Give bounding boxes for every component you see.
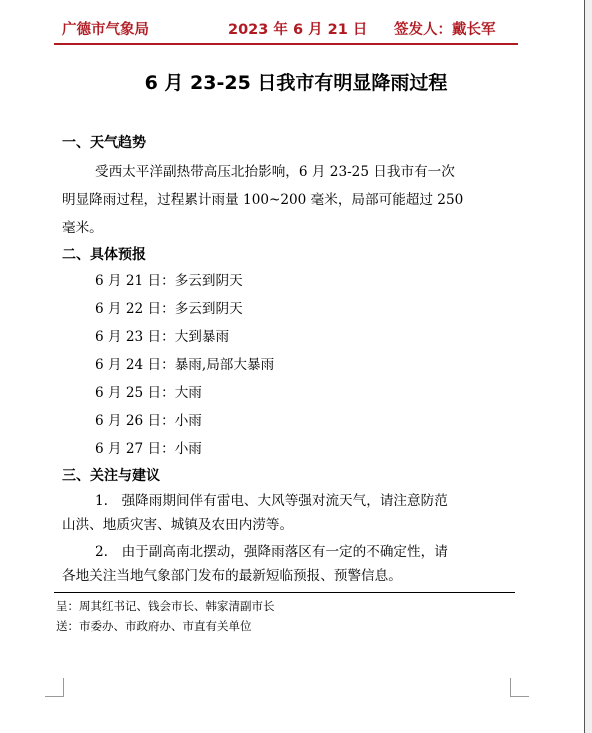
issue-date: 2023 年 6 月 21 日: [228, 22, 368, 38]
footer-rule: [54, 592, 515, 593]
trend-paragraph-line-2: 明显降雨过程，过程累计雨量 100~200 毫米，局部可能超过 250: [62, 192, 464, 208]
trend-paragraph-line-1: 受西太平洋副热带高压北抬影响，6 月 23-25 日我市有一次: [95, 164, 455, 180]
signer: 签发人：戴长军: [394, 22, 496, 38]
page-corner-mark-right: [510, 678, 529, 697]
section-heading-forecast: 二、具体预报: [62, 247, 146, 263]
forecast-item-0627: 6 月 27 日：小雨: [95, 441, 202, 457]
forecast-item-0622: 6 月 22 日：多云到阴天: [95, 301, 243, 317]
advice-item-1-line-1: 1. 强降雨期间伴有雷电、大风等强对流天气，请注意防范: [95, 493, 448, 509]
section-heading-trend: 一、天气趋势: [62, 135, 146, 151]
advice-item-2-line-1: 2. 由于副高南北摆动，强降雨落区有一定的不确定性，请: [95, 544, 448, 560]
advice-item-2-line-2: 各地关注当地气象部门发布的最新短临预报、预警信息。: [62, 568, 402, 584]
viewer-scroll-area[interactable]: [585, 0, 592, 733]
advice-item-1-line-2: 山洪、地质灾害、城镇及农田内涝等。: [62, 517, 294, 533]
forecast-item-0624: 6 月 24 日：暴雨,局部大暴雨: [95, 357, 275, 373]
forecast-item-0621: 6 月 21 日：多云到阴天: [95, 273, 243, 289]
document-header: [54, 18, 518, 40]
header-red-rule: [54, 43, 518, 45]
trend-paragraph-line-3: 毫米。: [62, 220, 103, 236]
document-title: 6 月 23-25 日我市有明显降雨过程: [144, 72, 448, 94]
issuing-org: 广德市气象局: [62, 22, 149, 38]
forecast-item-0625: 6 月 25 日：大雨: [95, 385, 202, 401]
forecast-item-0623: 6 月 23 日：大到暴雨: [95, 329, 230, 345]
forecast-item-0626: 6 月 26 日：小雨: [95, 413, 202, 429]
section-heading-advice: 三、关注与建议: [62, 468, 160, 484]
footer-cc-line: 呈：周其红书记、钱会市长、韩家清副市长: [56, 599, 275, 613]
page-corner-mark-left: [45, 678, 64, 697]
footer-send-line: 送：市委办、市政府办、市直有关单位: [56, 619, 252, 633]
